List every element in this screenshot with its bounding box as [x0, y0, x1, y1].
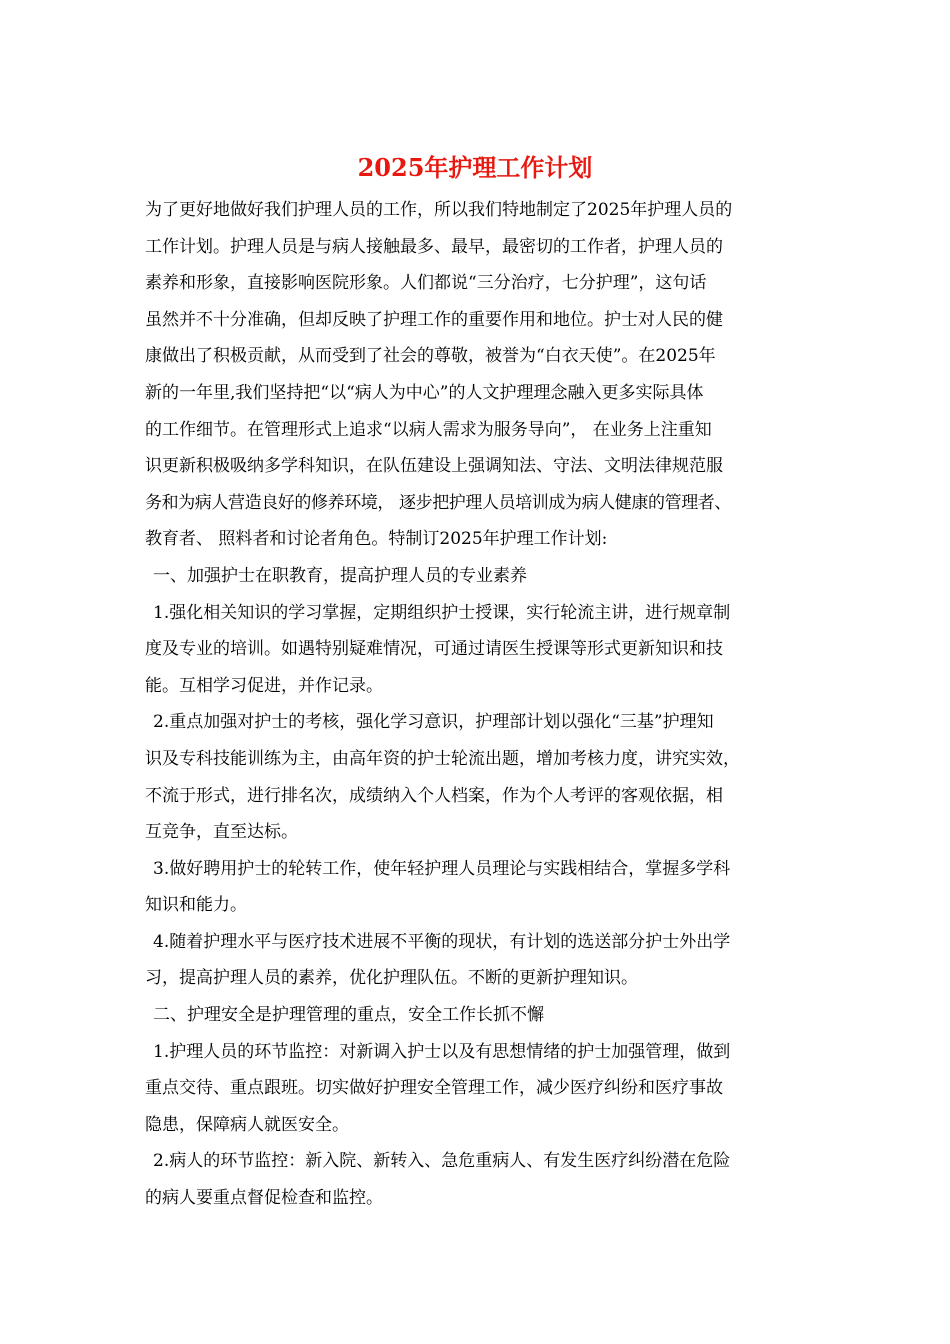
- body-line: 的工作细节。在管理形式上追求“以病人需求为服务导向”， 在业务上注重知: [145, 419, 712, 440]
- list-item: 1.护理人员的环节监控：对新调入护士以及有思想情绪的护士加强管理，做到: [153, 1041, 731, 1062]
- list-item: 2.病人的环节监控：新入院、新转入、急危重病人、有发生医疗纠纷潜在危险: [153, 1151, 731, 1172]
- document-title: 2025年护理工作计划: [357, 153, 593, 182]
- list-item: 2.重点加强对护士的考核，强化学习意识，护理部计划以强化“三基”护理知: [153, 712, 714, 733]
- body-line: 素养和形象，直接影响医院形象。人们都说“三分治疗，七分护理”，这句话: [145, 273, 707, 294]
- body-line: 隐患，保障病人就医安全。: [145, 1114, 349, 1135]
- body-line: 习，提高护理人员的素养，优化护理队伍。不断的更新护理知识。: [145, 968, 638, 989]
- body-line: 度及专业的培训。如遇特别疑难情况，可通过请医生授课等形式更新知识和技: [145, 639, 723, 660]
- body-line: 新的一年里,我们坚持把“以“病人为中心”的人文护理理念融入更多实际具体: [145, 382, 704, 403]
- section-heading: 一、加强护士在职教育，提高护理人员的专业素养: [153, 565, 527, 586]
- body-line: 工作计划。护理人员是与病人接触最多、最早，最密切的工作者，护理人员的: [145, 236, 723, 257]
- body-line: 务和为病人营造良好的修养环境， 逐步把护理人员培训成为病人健康的管理者、: [145, 492, 732, 513]
- body-line: 不流于形式，进行排名次，成绩纳入个人档案，作为个人考评的客观依据，相: [145, 785, 723, 806]
- body-line: 康做出了积极贡献，从而受到了社会的尊敬，被誉为“白衣天使”。在2025年: [145, 346, 716, 367]
- body-line: 为了更好地做好我们护理人员的工作，所以我们特地制定了2025年护理人员的: [145, 200, 733, 220]
- body-line: 识及专科技能训练为主，由高年资的护士轮流出题，增加考核力度，讲究实效，: [145, 748, 740, 769]
- body-line: 重点交待、重点跟班。切实做好护理安全管理工作，减少医疗纠纷和医疗事故: [145, 1078, 723, 1099]
- body-line: 教育者、 照料者和讨论者角色。特制订2025年护理工作计划:: [145, 529, 608, 550]
- body-line: 能。互相学习促进，并作记录。: [145, 675, 383, 696]
- body-line: 知识和能力。: [145, 895, 247, 916]
- section-heading: 二、护理安全是护理管理的重点，安全工作长抓不懈: [153, 1005, 544, 1026]
- list-item: 3.做好聘用护士的轮转工作，使年轻护理人员理论与实践相结合，掌握多学科: [153, 858, 731, 879]
- body-line: 互竞争，直至达标。: [145, 822, 298, 843]
- body-line: 虽然并不十分准确，但却反映了护理工作的重要作用和地位。护士对人民的健: [145, 309, 723, 330]
- list-item: 4.随着护理水平与医疗技术进展不平衡的现状，有计划的选送部分护士外出学: [153, 931, 731, 952]
- body-line: 识更新积极吸纳多学科知识，在队伍建设上强调知法、守法、文明法律规范服: [145, 456, 723, 477]
- list-item: 1.强化相关知识的学习掌握，定期组织护士授课，实行轮流主讲，进行规章制: [153, 602, 731, 623]
- body-line: 的病人要重点督促检查和监控。: [145, 1188, 383, 1209]
- document-body: [145, 192, 817, 1217]
